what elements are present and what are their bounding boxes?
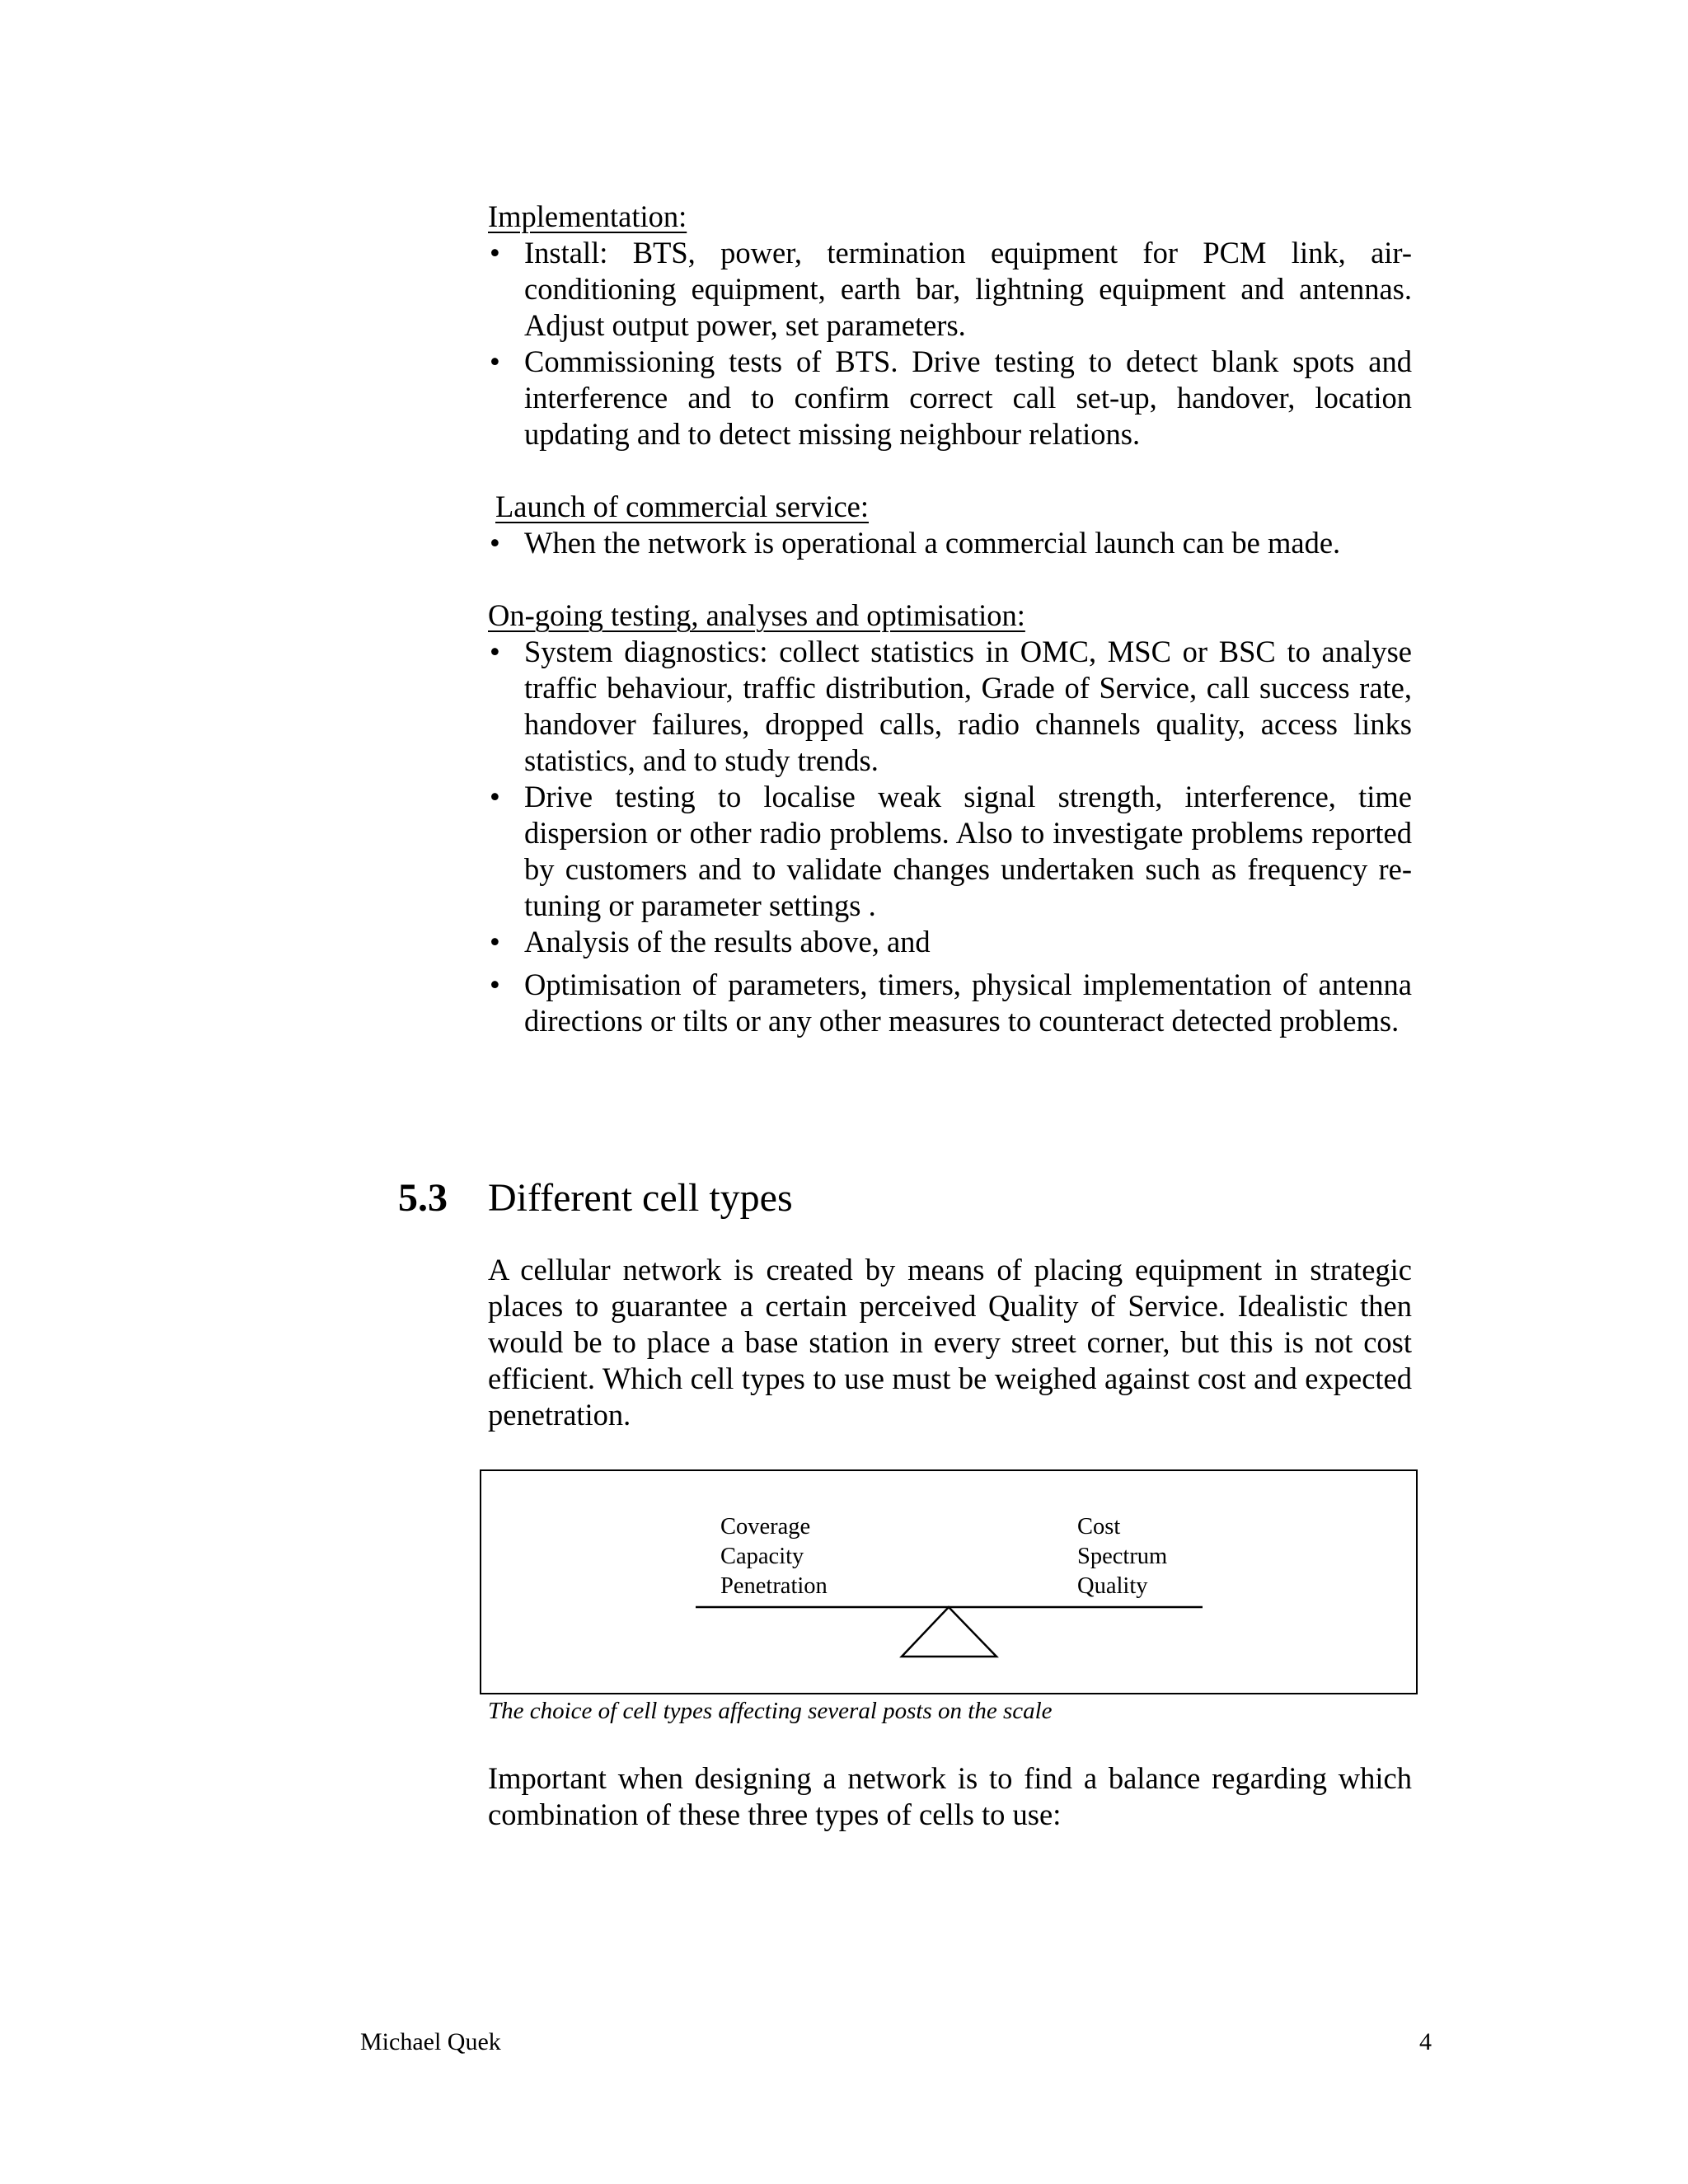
bullet-icon: • <box>490 526 500 560</box>
body-paragraph: A cellular network is created by means of placing equipment in strategic places to guarantee a certain perceived Quality of Service. Idealistic then would be to place a base station in every street corner, but this is not cost efficient. Which cell types to use must be weighed against cost and expected penetration. <box>488 1253 1412 1432</box>
list-item-text: Drive testing to localise weak signal strength, interference, time dispersion or other radio problems. Also to investigate problems reported by customers and to validate changes undertaken such as frequency re-tuning or parameter settings . <box>524 780 1412 922</box>
scale-right-item: Spectrum <box>1077 1544 1168 1569</box>
ongoing-list <box>488 634 1412 1039</box>
list-item-text: Install: BTS, power, termination equipment for PCM link, air-conditioning equipment, earth bar, lightning equipment and antennas. Adjust output power, set parameters. <box>524 236 1412 342</box>
scale-left-item: Penetration <box>720 1573 828 1599</box>
list-item-text: Commissioning tests of BTS. Drive testing to detect blank spots and interference and to confirm correct call set-up, handover, location updating and to detect missing neighbour relations. <box>524 344 1412 451</box>
page-number: 4 <box>1419 2028 1432 2055</box>
bullet-icon: • <box>490 780 500 813</box>
bullet-icon: • <box>490 925 500 958</box>
list-item-text: Analysis of the results above, and <box>524 925 931 958</box>
list-item <box>488 779 1412 924</box>
launch-heading: Launch of commercial service: <box>495 490 869 523</box>
footer-author: Michael Quek <box>360 2028 501 2055</box>
implementation-heading: Implementation: <box>488 199 687 233</box>
list-item <box>488 235 1412 344</box>
list-item <box>488 634 1412 779</box>
scale-left-item: Capacity <box>720 1544 804 1569</box>
list-item <box>488 967 1412 1039</box>
scale-left-item: Coverage <box>720 1514 811 1540</box>
list-item <box>488 924 1412 960</box>
section-title: Different cell types <box>488 1176 793 1220</box>
bullet-icon: • <box>490 344 500 378</box>
list-item <box>488 525 1412 561</box>
list-item <box>488 344 1412 452</box>
bullet-icon: • <box>490 236 500 269</box>
list-item-text: System diagnostics: collect statistics in OMC, MSC or BSC to analyse traffic behaviour, traffic distribution, Grade of Service, call success rate, handover failures, dropped calls, radio channels quality, access links statistics, and to study trends. <box>524 635 1412 777</box>
section-heading <box>398 1174 793 1223</box>
spacer <box>488 561 1412 598</box>
implementation-list <box>488 235 1412 452</box>
launch-list <box>488 525 1412 561</box>
bullet-icon: • <box>490 968 500 1001</box>
scale-right-item: Cost <box>1077 1514 1121 1540</box>
figure-caption: The choice of cell types affecting several posts on the scale <box>488 1698 1053 1724</box>
ongoing-heading: On-going testing, analyses and optimisation: <box>488 598 1025 632</box>
section-number: 5.3 <box>398 1176 448 1220</box>
scale-right-item: Quality <box>1077 1573 1148 1599</box>
spacer <box>488 452 1412 489</box>
scale-figure <box>480 1469 1418 1694</box>
scale-fulcrum <box>902 1607 996 1657</box>
list-item-text: Optimisation of parameters, timers, physical implementation of antenna directions or tilts or any other measures to counteract detected problems. <box>524 968 1412 1038</box>
bullet-icon: • <box>490 635 500 668</box>
list-item-text: When the network is operational a commercial launch can be made. <box>524 526 1341 560</box>
body-paragraph: Important when designing a network is to find a balance regarding which combination of these three types of cells to use: <box>488 1761 1412 1831</box>
balance-scale-icon <box>481 1471 1416 1693</box>
phase-lists <box>488 199 1412 1039</box>
